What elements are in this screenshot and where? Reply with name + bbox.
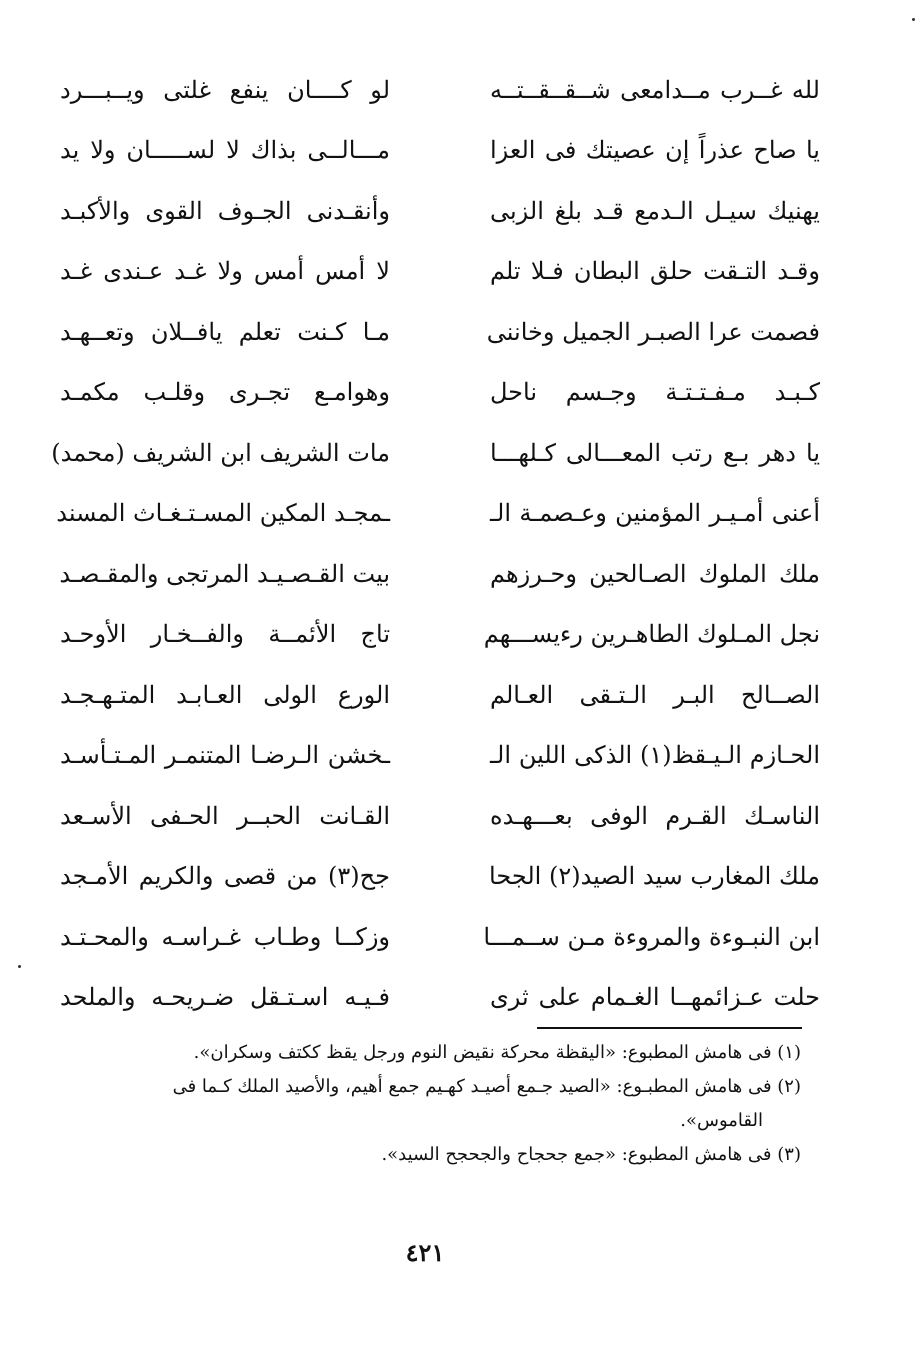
- verse-row: [60, 302, 820, 363]
- verse-second-hemistich: بيت القـصـيـد المرتجى والمقـصـد: [59, 559, 390, 588]
- footnote-3: (٣) فى هامش المطبوع: «جمع جحجاح والجحجح السيد».: [381, 1144, 801, 1165]
- verse-first-hemistich: لله غــرب مــدامعى شــقــقــتــه: [490, 75, 820, 104]
- scan-speck: [18, 965, 21, 968]
- scan-speck: [912, 18, 915, 21]
- verse-second-hemistich: وزكــا وطـاب غـراسـه والمحـتـد: [60, 922, 390, 951]
- verse-first-hemistich: أعنى أمـيـر المؤمنين وعـصمـة الـ: [490, 499, 820, 528]
- verse-first-hemistich: يا دهر بـع رتب المعـــالى كـلهـــا: [490, 438, 820, 467]
- verse-row: [60, 907, 820, 968]
- verse-second-hemistich: فـيـه اسـتـقل ضـريحـه والملحد: [60, 983, 390, 1012]
- verse-second-hemistich: الورع الولى العـابـد المتـهـجـد: [60, 680, 390, 709]
- verse-first-hemistich: الحـازم الـيـقظ(١) الذكى اللين الـ: [490, 741, 820, 770]
- footnote-2: (٢) فى هامش المطبـوع: «الصيد جـمع أصيـد كهـيم جمع أهيم، والأصيد الملك كـما فى: [172, 1076, 801, 1097]
- verse-second-hemistich: وهوامـع تجـرى وقلـب مكمـد: [60, 378, 390, 407]
- verse-row: [60, 363, 820, 424]
- verse-first-hemistich: الناسـك القـرم الوفى بعـــهـده: [490, 801, 820, 830]
- verse-first-hemistich: ابن النبـوءة والمروءة مـن ســمـــا: [483, 922, 820, 951]
- verse-second-hemistich: وأنقـدنى الجـوف القوى والأكبـد: [60, 196, 390, 225]
- verse-row: [60, 665, 820, 726]
- verse-second-hemistich: القـانت الحبــر الحـفى الأسـعد: [60, 801, 390, 830]
- verse-second-hemistich: مـا كـنت تعلم يافــلان وتعــهـد: [60, 317, 390, 346]
- verse-row: [60, 60, 820, 121]
- verse-second-hemistich: جح(٣) من قصى والكريم الأمـجد: [60, 862, 390, 891]
- verse-row: [60, 726, 820, 787]
- verse-first-hemistich: يا صاح عذراً إن عصيتك فى العزا: [490, 136, 820, 165]
- verse-row: [60, 605, 820, 666]
- verse-row: [60, 121, 820, 182]
- verse-row: [56, 484, 820, 545]
- footnote-1: (١) فى هامش المطبوع: «اليقظة محركة نقيض النوم ورجل يقظ ككتف وسكران».: [193, 1042, 801, 1063]
- verse-first-hemistich: نجل المـلوك الطاهـرين رءيســـهم: [483, 620, 820, 649]
- verse-first-hemistich: يهنيك سيـل الـدمع قـد بلغ الزبى: [490, 196, 820, 225]
- verse-row: [60, 968, 820, 1029]
- verse-first-hemistich: فصمت عرا الصبـر الجميل وخاننى: [486, 317, 820, 346]
- verse-second-hemistich: مات الشريف ابن الشريف (محمد): [51, 438, 390, 467]
- verse-first-hemistich: الصــالح البـر الـتـقى العـالم: [490, 680, 820, 709]
- verse-row: [60, 544, 820, 605]
- footnotes: [86, 1038, 801, 1174]
- verse-row: [60, 242, 820, 303]
- verse-row: [60, 786, 820, 847]
- verse-row: [51, 423, 820, 484]
- verse-first-hemistich: ملك الملوك الصـالحين وحـرزهم: [490, 559, 820, 588]
- verse-first-hemistich: ملك المغارب سيد الصيد(٢) الجحا: [489, 862, 820, 891]
- verse-second-hemistich: لو كــــان ينفع غلتى ويــبـــرد: [60, 75, 390, 104]
- verse-second-hemistich: تاج الأئمــة والفــخـار الأوحـد: [60, 620, 390, 649]
- footnote-separator: [537, 1027, 802, 1029]
- verse-second-hemistich: ـخشن الـرضـا المتنمـر المـتـأسـد: [60, 741, 390, 770]
- verse-second-hemistich: لا أمس أمس ولا غـد عـندى غـد: [60, 257, 390, 286]
- poem-verses: [51, 60, 820, 1025]
- footnote-2-continued: القاموس».: [680, 1110, 763, 1131]
- verse-row: [60, 847, 820, 908]
- verse-first-hemistich: كـبـد مـفـتـتـة وجـسم ناحل: [490, 378, 820, 407]
- verse-first-hemistich: وقـد التـقت حلق البطان فـلا تلم: [490, 257, 820, 286]
- verse-second-hemistich: مـــالــى بذاك لا لســـــان ولا يد: [60, 136, 390, 165]
- page-number: ٤٢١: [405, 1238, 445, 1267]
- verse-first-hemistich: حلت عـزائمهــا الغـمام على ثرى: [490, 983, 820, 1012]
- verse-row: [60, 181, 820, 242]
- verse-second-hemistich: ـمجـد المكين المسـتـغـاث المسند: [56, 499, 390, 528]
